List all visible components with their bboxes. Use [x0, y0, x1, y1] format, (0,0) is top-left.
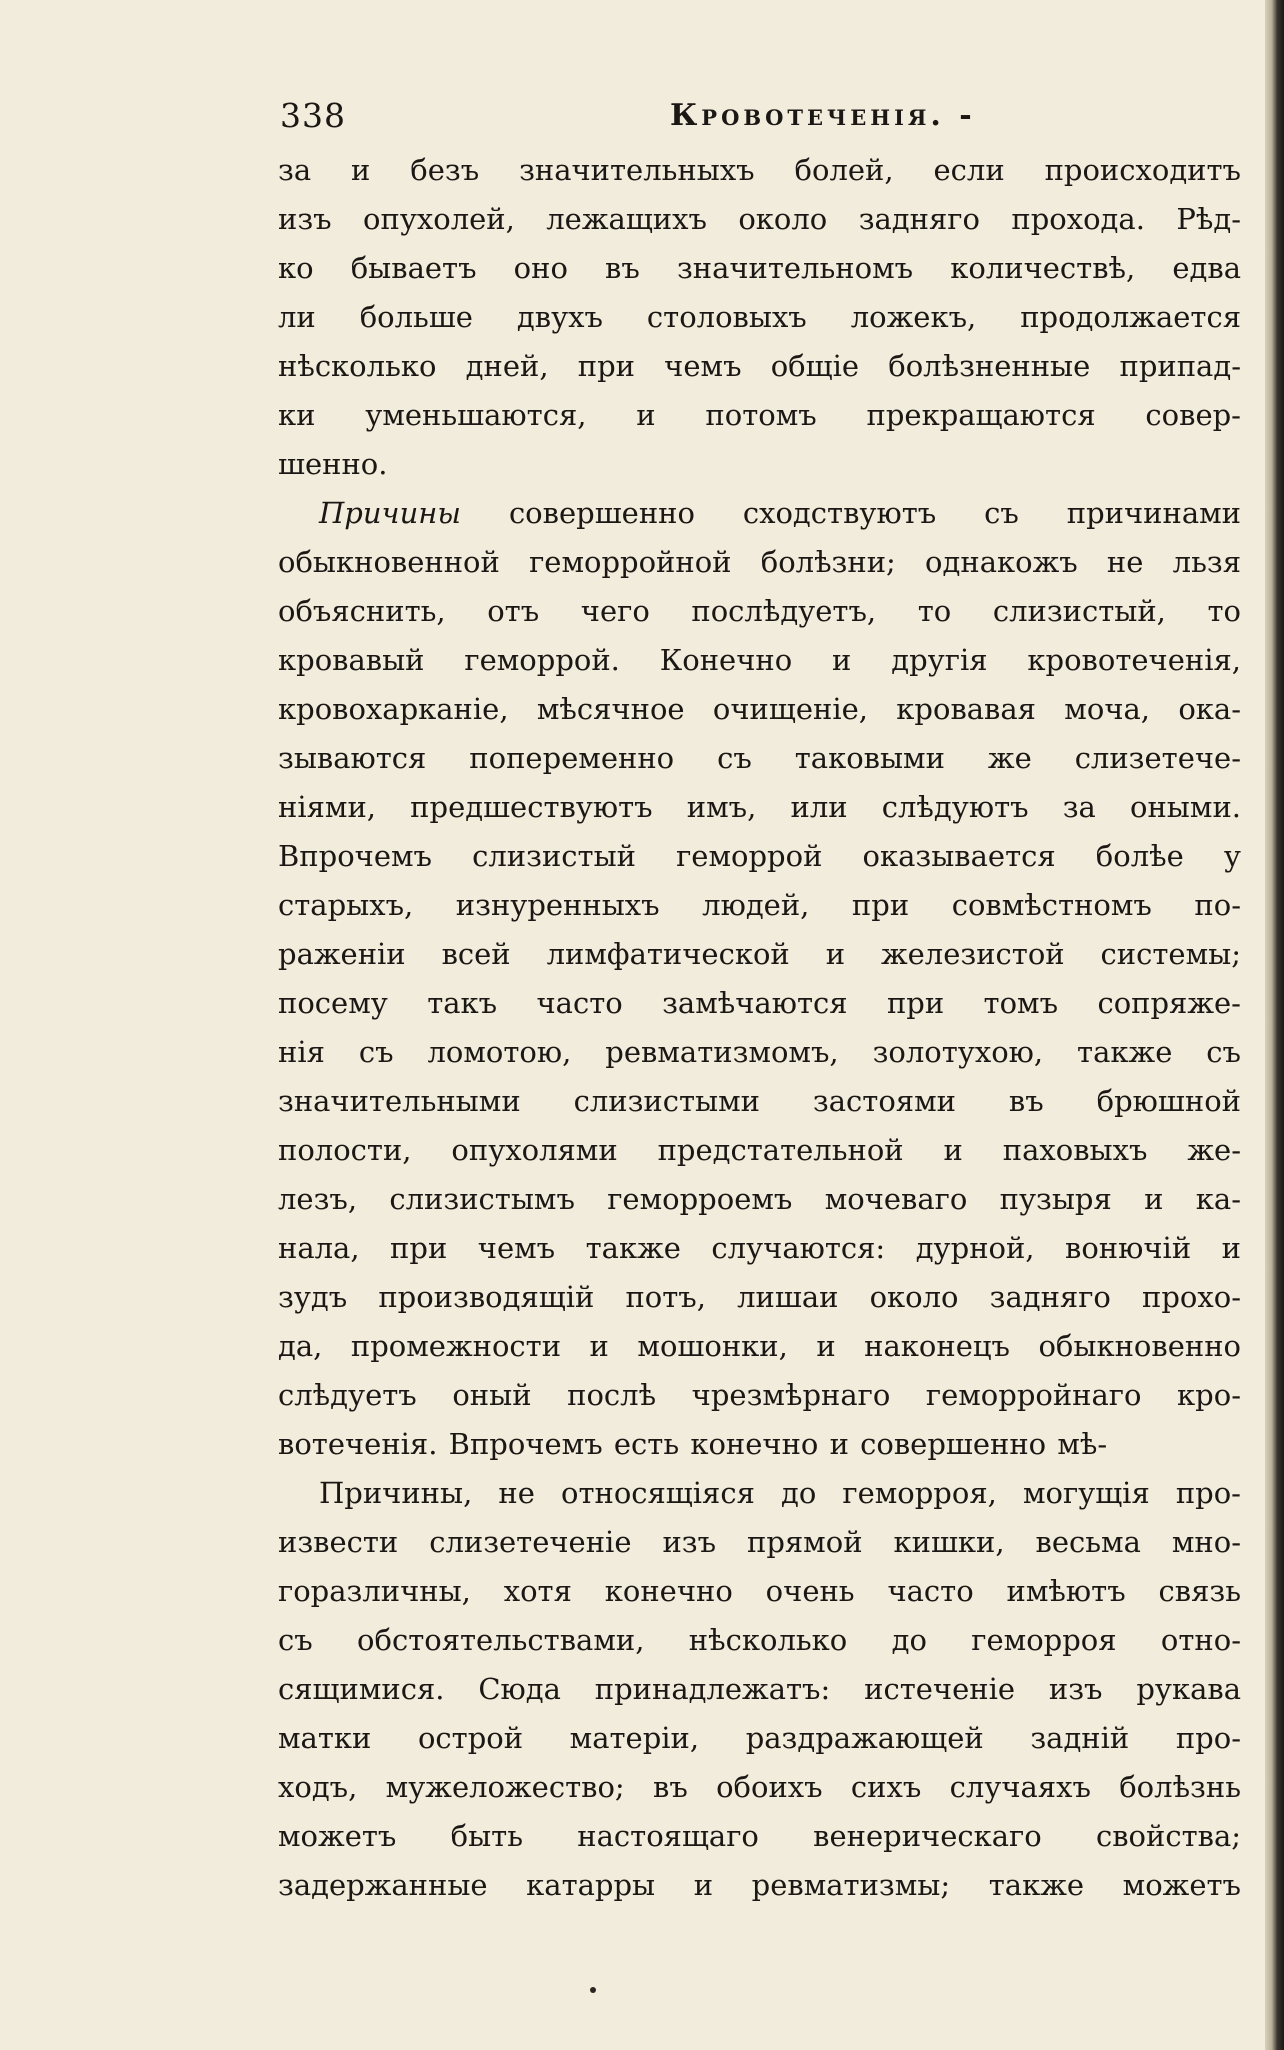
- text-line: ки уменьшаются, и потомъ прекращаются совер-: [278, 398, 1241, 432]
- text-line: матки острой матеріи, раздражающей задній про-: [278, 1721, 1241, 1755]
- page-number: 338: [280, 96, 346, 135]
- text-line: ходъ, мужеложество; въ обоихъ сихъ случаяхъ болѣзнь: [278, 1770, 1241, 1804]
- text-line: полости, опухолями предстательной и паховыхъ же-: [278, 1133, 1241, 1167]
- paragraph: [278, 1469, 1241, 1910]
- text-line: зудъ производящій потъ, лишаи около задняго прохо-: [278, 1280, 1241, 1314]
- text-line: вотеченія. Впрочемъ есть конечно и совершенно мѣ-: [278, 1427, 1108, 1461]
- text-line: задержанные катарры и ревматизмы; также можетъ: [278, 1868, 1241, 1902]
- text-line: Впрочемъ слизистый геморрой оказывается болѣе у: [278, 839, 1241, 873]
- page-header: [280, 96, 1000, 136]
- text-line: раженіи всей лимфатической и железистой системы;: [278, 937, 1241, 971]
- paragraph: [278, 146, 1241, 489]
- text-line: объяснить, отъ чего послѣдуетъ, то слизистый, то: [278, 594, 1241, 628]
- text-line: Причины, не относящіяся до геморроя, могущія про-: [319, 1476, 1241, 1510]
- text-line: изъ опухолей, лежащихъ около задняго прохода. Рѣд-: [278, 202, 1241, 236]
- text-line: да, промежности и мошонки, и наконецъ обыкновенно: [278, 1329, 1241, 1363]
- text-line: посему такъ часто замѣчаются при томъ сопряже-: [278, 986, 1241, 1020]
- body-text: [278, 146, 1241, 1910]
- page-edge-shadow: [1265, 0, 1284, 2050]
- text-line: старыхъ, изнуренныхъ людей, при совмѣстномъ по-: [278, 888, 1241, 922]
- text-line: сящимися. Сюда принадлежатъ: истеченіе изъ рукава: [278, 1672, 1241, 1706]
- text-line-rest: совершенно сходствуютъ съ причинами: [508, 496, 1242, 530]
- text-line: слѣдуетъ оный послѣ чрезмѣрнаго геморройнаго кро-: [278, 1378, 1241, 1412]
- paragraph: [278, 489, 1241, 1469]
- text-line: кровавый геморрой. Конечно и другія кровотеченія,: [278, 643, 1241, 677]
- text-line: обыкновенной геморройной болѣзни; однакожъ не льзя: [278, 545, 1241, 579]
- text-line: ли больше двухъ столовыхъ ложекъ, продолжается: [278, 300, 1241, 334]
- text-line: [278, 489, 1241, 538]
- text-line: нѣсколько дней, при чемъ общіе болѣзненные припад-: [278, 349, 1241, 383]
- text-line: нія съ ломотою, ревматизмомъ, золотухою, также съ: [278, 1035, 1241, 1069]
- text-line: шенно.: [278, 447, 388, 481]
- text-line: кровохарканіе, мѣсячное очищеніе, кровавая моча, ока-: [278, 692, 1241, 726]
- text-line: можетъ быть настоящаго венерическаго свойства;: [278, 1819, 1241, 1853]
- text-line: ко бываетъ оно въ значительномъ количествѣ, едва: [278, 251, 1241, 285]
- text-line: нала, при чемъ также случаются: дурной, вонючій и: [278, 1231, 1241, 1265]
- text-line: извести слизетеченіе изъ прямой кишки, весьма мно-: [278, 1525, 1241, 1559]
- running-title: Кровотеченія. -: [670, 98, 976, 133]
- text-line: ніями, предшествуютъ имъ, или слѣдуютъ за оными.: [278, 790, 1241, 824]
- text-line: значительными слизистыми застоями въ брюшной: [278, 1084, 1241, 1118]
- text-line: съ обстоятельствами, нѣсколько до геморроя отно-: [278, 1623, 1241, 1657]
- italic-lead-word: Причины: [319, 496, 461, 530]
- text-line: зываются попеременно съ таковыми же слизетече-: [278, 741, 1241, 775]
- text-line: лезъ, слизистымъ геморроемъ мочеваго пузыря и ка-: [278, 1182, 1241, 1216]
- ink-speck: [590, 1987, 596, 1993]
- text-line: горазличны, хотя конечно очень часто имѣютъ связь: [278, 1574, 1241, 1608]
- text-line: за и безъ значительныхъ болей, если происходитъ: [278, 153, 1241, 187]
